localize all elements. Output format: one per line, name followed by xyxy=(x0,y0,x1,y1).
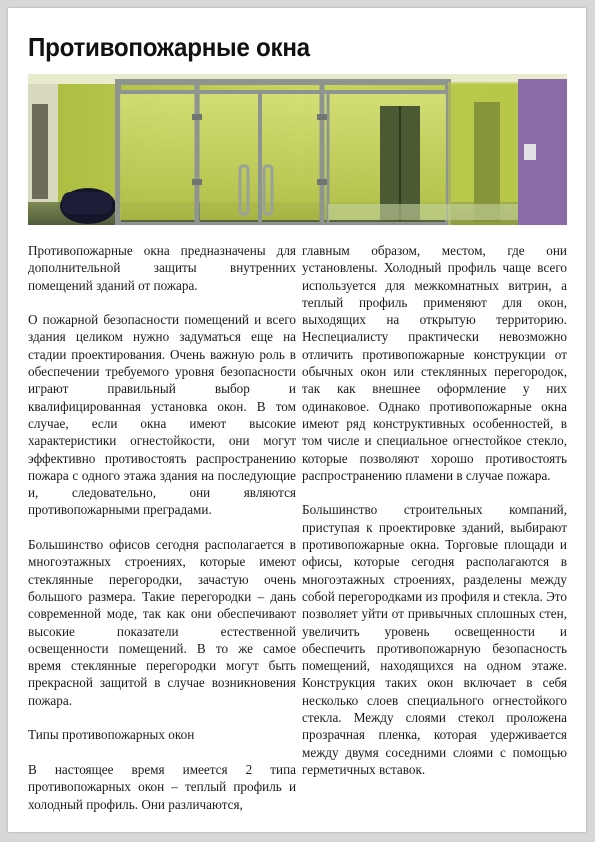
paragraph: О пожарной безопасности помещений и всего здания целиком нужно задуматься еще на стадии проектирования. Очень важную роль в обеспечении требуемого уровня безопасности играют правильный выбор и квалифицированная установка окон. В том случае, если окна имеют высокие характеристики огнестойкости, они могут эффективно противостоять распространению пожара с одного этажа здания на последующие и, следовательно, они являются противопожарными преградами. xyxy=(28,312,296,518)
paragraph: Большинство строительных компаний, приступая к проектировке зданий, выбирают противопожарные окна. Торговые площади и офисы, которые сегодня располагаются в многоэтажных строениях, разделены между собой перегородками из профиля и стекла. Это позволяет уйти от привычных сплошных стен, увеличить уровень освещенности и обеспечить противопожарную безопасность помещений, находящихся на одном этаже. Конструкция таких окон включает в себя несколько слоев специального огнестойкого стекла. Между слоями стекол проложена прозрачная пленка, которая удерживается между двумя соседними слоями с помощью герметичных вставок. xyxy=(302,502,567,777)
right-column xyxy=(302,242,567,796)
section-heading: Типы противопожарных окон xyxy=(28,727,195,743)
paragraph: В настоящее время имеется 2 типа противопожарных окон – теплый профиль и холодный профиль. Они различаются, xyxy=(28,761,296,812)
article-title: Противопожарные окна xyxy=(28,32,310,62)
photo-illustration xyxy=(28,74,567,225)
document-page xyxy=(8,8,586,832)
left-column xyxy=(28,242,296,830)
paragraph: главным образом, местом, где они установлены. Холодный профиль чаще всего используется для межкомнатных витрин, а теплый профиль применяют для окон, выходящих на открытую территорию. Неспециалисту практически невозможно отличить противопожарные конструкции от обычных окон или стеклянных перегородок, так как внешнее оформление у них одинаковое. Однако противопожарные окна имеют ряд конструктивных особенностей, в том числе и специальное огнестойкое стекло, которые позволяют хорошо противостоять распространению пламени в случае пожара. xyxy=(302,243,567,483)
paragraph: Противопожарные окна предназначены для дополнительной защиты внутренних помещений зданий от пожара. xyxy=(28,243,296,293)
fire-resistant-glass-doors-photo xyxy=(28,74,567,225)
paragraph: Большинство офисов сегодня располагается в многоэтажных строениях, которые имеют стеклянные перегородки, зачастую очень большого размера. Такие перегородки – дань современной моде, так как они обеспечивают высокие показатели естественной освещенности помещений. В то же самое время стеклянные перегородки могут быть прекрасной защитой в случае возникновения пожара. xyxy=(28,537,296,708)
